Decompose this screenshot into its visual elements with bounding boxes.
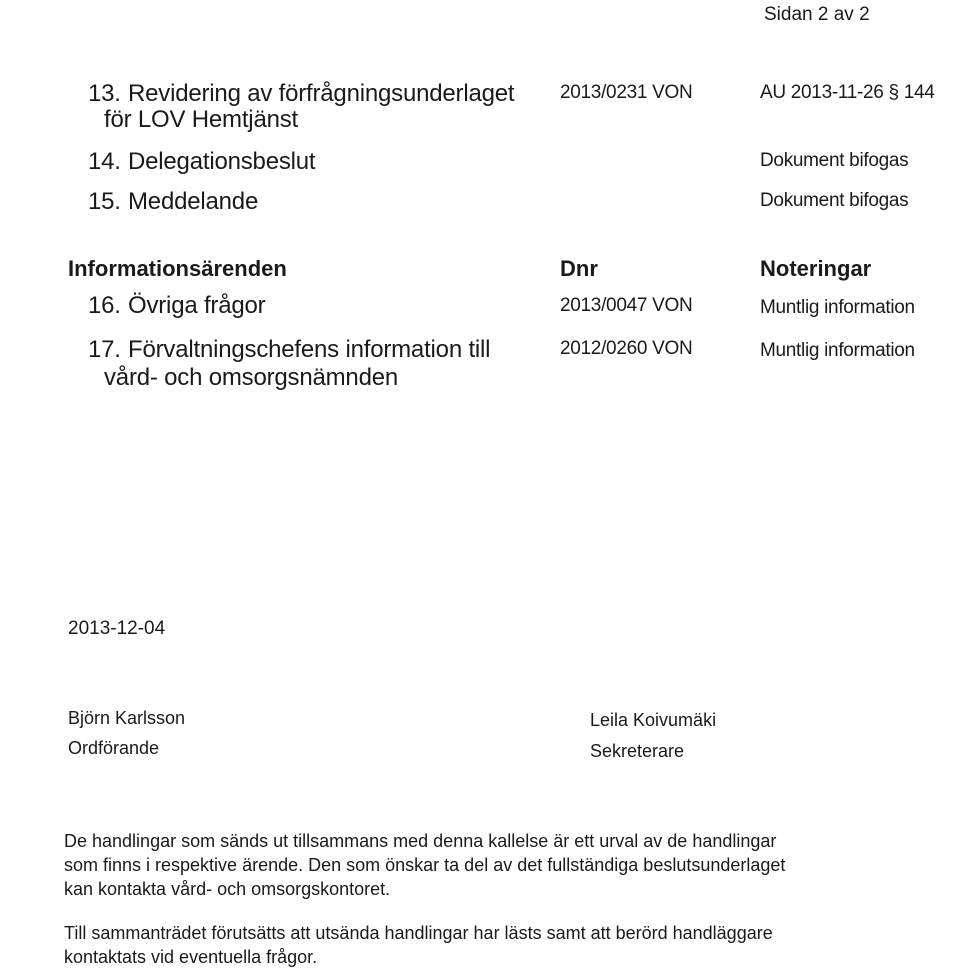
item-note: Muntlig information: [760, 297, 915, 318]
item-title: Övriga frågor: [128, 292, 266, 319]
footer-paragraph: Till sammanträdet förutsätts att utsända handlingar har lästs samt att berörd handläggare kontaktats vid eventuella frågor.: [64, 923, 773, 967]
item-note: AU 2013-11-26 § 144: [760, 82, 935, 103]
item-number: 13.: [88, 80, 121, 107]
item-dnr: 2013/0047 VON: [560, 295, 693, 316]
section-heading: Informationsärenden: [68, 256, 287, 281]
item-title: Meddelande: [128, 188, 259, 215]
notes-heading: Noteringar: [760, 256, 872, 281]
item-title-continued: vård- och omsorgsnämnden: [104, 364, 399, 391]
signatory-role: Sekreterare: [590, 741, 685, 761]
page-number: Sidan 2 av 2: [764, 4, 870, 25]
item-title: Revidering av förfrågningsunderlaget: [128, 80, 515, 107]
item-dnr: 2012/0260 VON: [560, 338, 693, 359]
item-note: Dokument bifogas: [760, 190, 909, 211]
item-dnr: 2013/0231 VON: [560, 82, 693, 103]
footer-paragraph: De handlingar som sänds ut tillsammans med denna kallelse är ett urval av de handlingar som finns i respektive ärende. Den som önskar ta del av det fullständiga beslutsunderlaget kan kontakta vård- och omsorgskontoret.: [64, 831, 786, 899]
item-number: 15.: [88, 188, 121, 215]
signatory-role: Ordförande: [68, 738, 160, 758]
item-number: 14.: [88, 148, 121, 175]
meeting-date: 2013-12-04: [68, 618, 166, 639]
item-title: Förvaltningschefens information till: [128, 336, 491, 363]
dnr-heading: Dnr: [560, 256, 598, 281]
item-title-continued: för LOV Hemtjänst: [104, 106, 299, 133]
item-note: Muntlig information: [760, 340, 915, 361]
signatory-name: Leila Koivumäki: [590, 710, 717, 730]
item-number: 16.: [88, 292, 121, 319]
item-number: 17.: [88, 336, 121, 363]
item-note: Dokument bifogas: [760, 150, 909, 171]
item-title: Delegationsbeslut: [128, 148, 316, 175]
signatory-name: Björn Karlsson: [68, 708, 186, 728]
